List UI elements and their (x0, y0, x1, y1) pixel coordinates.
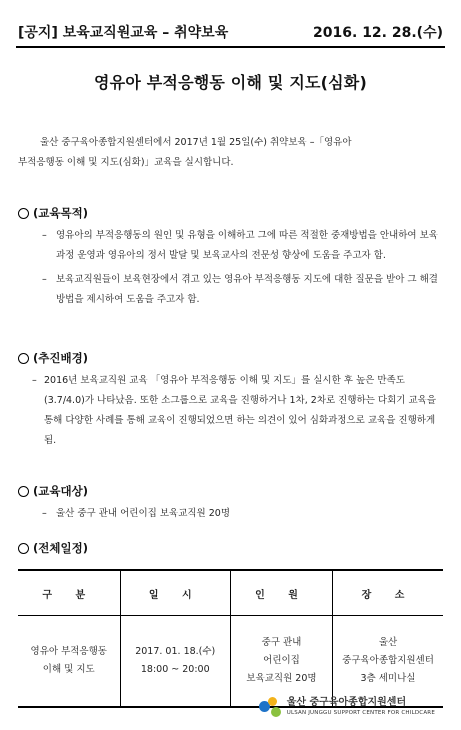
footer-logo (259, 697, 435, 717)
cell-place: 울산 중구육아종합지원센터 3층 세미나실 (333, 616, 444, 708)
background-list (18, 371, 443, 451)
org-name: 울산 중구육아종합지원센터 (286, 697, 407, 708)
section-schedule (18, 539, 443, 557)
circle-bullet-icon (18, 208, 29, 219)
section-title: (교육목적) (33, 206, 88, 220)
circle-bullet-icon (18, 543, 29, 554)
section-title: (교육대상) (33, 484, 88, 498)
section-title: (추진배경) (33, 351, 88, 365)
cell-people: 중구 관내 어린이집 보육교직원 20명 (231, 616, 333, 708)
header-category: 구 분 (18, 570, 120, 616)
header-people: 인 원 (231, 570, 333, 616)
dash-bullet: – (32, 375, 37, 386)
notice-category: [공지] 보육교직원교육 – 취약보육 (18, 25, 229, 41)
cell-datetime: 2017. 01. 18.(수) 18:00 ~ 20:00 (120, 616, 231, 708)
schedule-table (18, 569, 443, 708)
header-divider (16, 46, 445, 48)
notice-header (18, 22, 443, 42)
circle-bullet-icon (18, 353, 29, 364)
page-title: 영유아 부적응행동 이해 및 지도(심화) (94, 73, 367, 92)
section-background (18, 349, 443, 455)
notice-date: 2016. 12. 28.(수) (313, 25, 443, 41)
list-item: – 2016년 보육교직원 교육 「영유아 부적응행동 이해 및 지도」를 실시한 후 높은 만족도(3.7/4.0)가 나타났음. 또한 소그룹으로 교육을 진행하거나 1차, 2차로 진행하는 다회기 교육을 통해 다양한 사례를 통해 교육이 진행되었으면 하는 의견이 있어 심화과정으로 교육을 진행하게 됨. (18, 371, 443, 451)
intro-paragraph (18, 133, 443, 173)
table-header-row (18, 570, 443, 616)
section-target (18, 482, 443, 528)
list-item: – 보육교직원들이 보육현장에서 겪고 있는 영유아 부적응행동 지도에 대한 질문을 받아 그 해결방법을 제시하여 도움을 주고자 함. (18, 270, 443, 310)
cell-category: 영유아 부적응행동 이해 및 지도 (18, 616, 120, 708)
list-item: – 울산 중구 관내 어린이집 보육교직원 20명 (18, 504, 443, 524)
dash-bullet: – (42, 230, 47, 241)
header-datetime: 일 시 (120, 570, 231, 616)
dash-bullet: – (42, 508, 47, 519)
section-purpose (18, 204, 443, 314)
list-item: – 영유아의 부적응행동의 원인 및 유형을 이해하고 그에 따른 적절한 중재방법을 안내하여 보육과정 운영과 영유아의 정서 발달 및 보육교사의 전문성 향상에 도움을 주고자 함. (18, 226, 443, 266)
header-place: 장 소 (333, 570, 444, 616)
table-row (18, 616, 443, 708)
center-logo-icon (259, 697, 283, 717)
section-title: (전체일정) (33, 541, 88, 555)
org-name-en: ULSAN JUNGGU SUPPORT CENTER FOR CHILDCARE (286, 710, 435, 716)
intro-line-1: 울산 중구육아종합지원센터에서 2017년 1월 25일(수) 취약보육 –「영유아 (40, 137, 352, 148)
circle-bullet-icon (18, 486, 29, 497)
dash-bullet: – (42, 274, 47, 285)
purpose-list (18, 226, 443, 310)
target-list (18, 504, 443, 524)
intro-line-2: 부적응행동 이해 및 지도(심화)」교육을 실시합니다. (18, 157, 234, 168)
